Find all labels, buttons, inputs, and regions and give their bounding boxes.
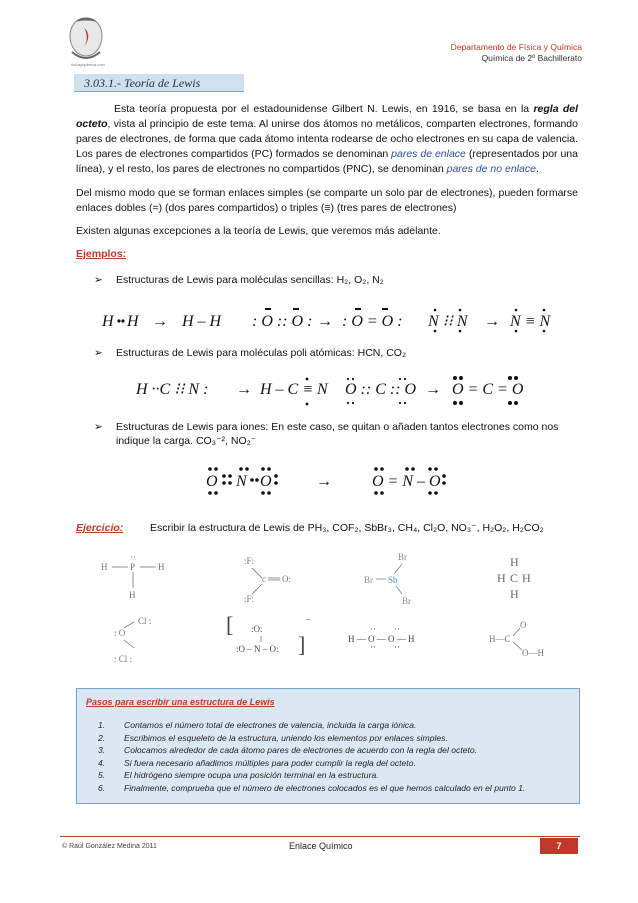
svg-text:N ≡ N: N ≡ N [510,313,551,330]
svg-text:H: H [510,555,519,569]
svg-text:H – H: H – H [182,313,222,330]
ejemplos-heading: Ejemplos: [76,248,127,260]
svg-text:H: H [158,562,165,572]
step-number: 2. [98,732,106,743]
bullet-ions [94,420,578,452]
svg-text:O:: O: [282,574,291,584]
svg-text:H: H [497,571,506,585]
svg-text:O = N – O: O = N – O [372,473,441,490]
svg-text:→: → [152,313,168,330]
bullet-ions-text: Estructuras de Lewis para iones: En este caso, se quitan o añaden tantos electrones como nos indique la carga. CO₃⁻², NO₂⁻ [116,421,559,447]
bullet-simple-text: Estructuras de Lewis para moléculas sencillas: H₂, O₂, N₂ [116,274,384,286]
step-text: Escribimos el esqueleto de la estructura, uniendo los elementos por enlaces simples. [124,732,448,743]
svg-text:··: ·· [370,642,376,652]
svg-text:→: → [425,381,441,398]
logo-text: fisicayquimica.com [71,62,105,67]
structure-ph3 [101,552,165,600]
step-number: 1. [98,720,106,730]
svg-text:Cl :: Cl : [138,616,152,626]
step-text: Contamos el número total de electrones de valencia, incluida la carga iónica. [124,720,417,730]
svg-text::F:: :F: [244,594,255,604]
step-text: Colocamos alrededor de cada átomo pares de electrones de acuerdo con la regla del octeto. [124,745,478,755]
structure-no3 [226,612,311,657]
svg-text:: Cl :: : Cl : [114,654,133,664]
svg-text:O: O [520,620,527,630]
intro-bold: regla del octeto [76,103,579,130]
pasos-list [98,719,525,794]
step-text: Finalmente, comprueba que el número de electrones colocados es el que hemos calculado en el punto 1. [124,782,526,793]
svg-text:Br: Br [402,596,411,606]
formula-polyatomic [100,370,578,410]
svg-text:··: ·· [370,624,376,634]
svg-text:H: H [510,587,519,601]
svg-text:: O: : O [114,628,126,638]
bullet-polyatomic-text: Estructuras de Lewis para moléculas poli atómicas: HCN, CO₂ [116,347,407,359]
svg-text:H – C ≡ N: H – C ≡ N [260,381,328,398]
step-text: Si fuera necesario añadimos múltiples para poder cumplir la regla del octeto. [124,757,416,768]
pasos-title: Pasos para escribir una estructura de Lewis [86,697,275,707]
svg-text:: O = O :: : O = O : [342,313,403,330]
intro-text-c: (representados por una línea), y el resto, los pares de electrones no compartidos (PNC), se denominan [76,148,578,175]
svg-text:O—H: O—H [522,648,544,658]
formula-ions [200,460,460,500]
pasos-item [98,732,525,745]
svg-text:Sb: Sb [388,575,398,585]
structure-cl2o [114,616,151,664]
svg-text:N ⁝⁝ N: N ⁝⁝ N [428,313,468,330]
intro-em-pares-no-enlace: pares de no enlace [446,163,536,175]
svg-text:··: ·· [394,624,400,634]
ejercicio-label: Ejercicio: [76,522,124,534]
arrow-bullet-icon: ➢ [94,421,103,433]
formula-h2-dot: H [102,313,114,330]
bullet-polyatomic [94,346,574,362]
course-name: Química de 2º Bachillerato [481,53,582,63]
svg-text:O: O [206,473,218,490]
department-name: Departamento de Física y Química [450,42,582,52]
bonds-paragraph: Del mismo modo que se forman enlaces simples (se comparte un solo par de electrones), pueden formarse enlaces dobles (=) (dos pares compartidos) o triples (≡) (tres pares de electrones) [76,187,578,214]
svg-text:P: P [130,562,136,572]
arrow-bullet-icon: ➢ [94,347,103,359]
svg-text:H: H [129,590,136,600]
step-text: El hidrógeno siempre ocupa una posición terminal en la estructura. [124,770,379,780]
structure-sbbr3 [364,552,411,606]
svg-text:H — O — O — H: H — O — O — H [348,634,415,644]
svg-text:H: H [101,562,108,572]
pasos-item [98,719,525,732]
bullet-simple-molecules [94,273,574,289]
structure-ch4 [497,555,531,601]
svg-text:]: ] [298,632,306,657]
pasos-item [98,769,525,782]
svg-text:–: – [306,614,311,624]
footer-author: © Raúl González Medina 2011 [62,843,157,850]
svg-text:O = C = O: O = C = O [452,381,524,398]
footer-divider [60,836,580,837]
svg-text:H ··C ⁝⁝ N :: H ··C ⁝⁝ N : [136,381,209,398]
section-title: 3.03.1.- Teoría de Lewis [84,76,201,90]
svg-text::F:: :F: [244,556,255,566]
pasos-item [98,744,525,757]
svg-text:[: [ [226,612,234,637]
logo-icon [62,14,110,66]
pasos-item [98,782,525,795]
svg-text:O: O [260,473,272,490]
svg-text:H—C: H—C [489,634,511,644]
pasos-item [98,757,525,770]
svg-text:→: → [484,313,500,330]
footer-title: Enlace Químico [289,841,353,851]
intro-text-b: , vista al principio de este tema. Al unirse dos átomos no metálicos, comparten electrones, formando pares de electrones, de forma que cada átomo intenta rodearse de ocho electrones en su capa de valencia. Los pares de electrones compartidos (PC) formados se denominan [76,118,578,160]
svg-text:Br: Br [398,552,407,562]
step-number: 6. [98,782,106,793]
svg-text:H: H [522,571,531,585]
formula-simple-molecules [92,300,578,340]
step-number: 5. [98,770,106,780]
intro-text-d: . [535,163,539,175]
svg-text:Br: Br [364,575,373,585]
svg-text:→: → [317,313,333,330]
step-number: 3. [98,745,106,755]
svg-text:··: ·· [130,552,136,562]
exceptions-paragraph: Existen algunas excepciones a la teoría de Lewis, que veremos más adelante. [76,225,441,237]
structure-h2o2 [348,624,415,652]
svg-text:N: N [236,473,247,490]
header-department [451,42,582,64]
exercise-structures [76,548,578,678]
svg-text:O :: C :: O: O :: C :: O [345,381,417,398]
svg-text:··: ·· [394,642,400,652]
svg-text:C: C [510,571,519,585]
intro-paragraph [76,102,578,177]
svg-text:→: → [236,381,252,398]
svg-text:H: H [127,313,139,330]
step-number: 4. [98,757,106,768]
ejercicio-text: Escribir la estructura de Lewis de PH₃, COF₂, SbBr₃, CH₄, Cl₂O, NO₃⁻, H₂O₂, H₂CO₂ [150,522,544,534]
intro-text-a: Esta teoría propuesta por el estadounidense Gilbert N. Lewis, en 1916, se basa en la [114,103,534,115]
svg-text:c: c [262,574,266,584]
structure-h2co2 [489,620,544,658]
structure-cof2 [244,556,291,604]
svg-text::O – N – O:: :O – N – O: [236,644,279,654]
page-number: 7 [540,838,578,854]
arrow-bullet-icon: ➢ [94,274,103,286]
intro-em-pares-enlace: pares de enlace [391,148,466,160]
svg-text:→: → [316,473,332,490]
svg-text::O:: :O: [251,624,263,634]
svg-text:: O :: O :: : O :: O : [252,313,313,330]
